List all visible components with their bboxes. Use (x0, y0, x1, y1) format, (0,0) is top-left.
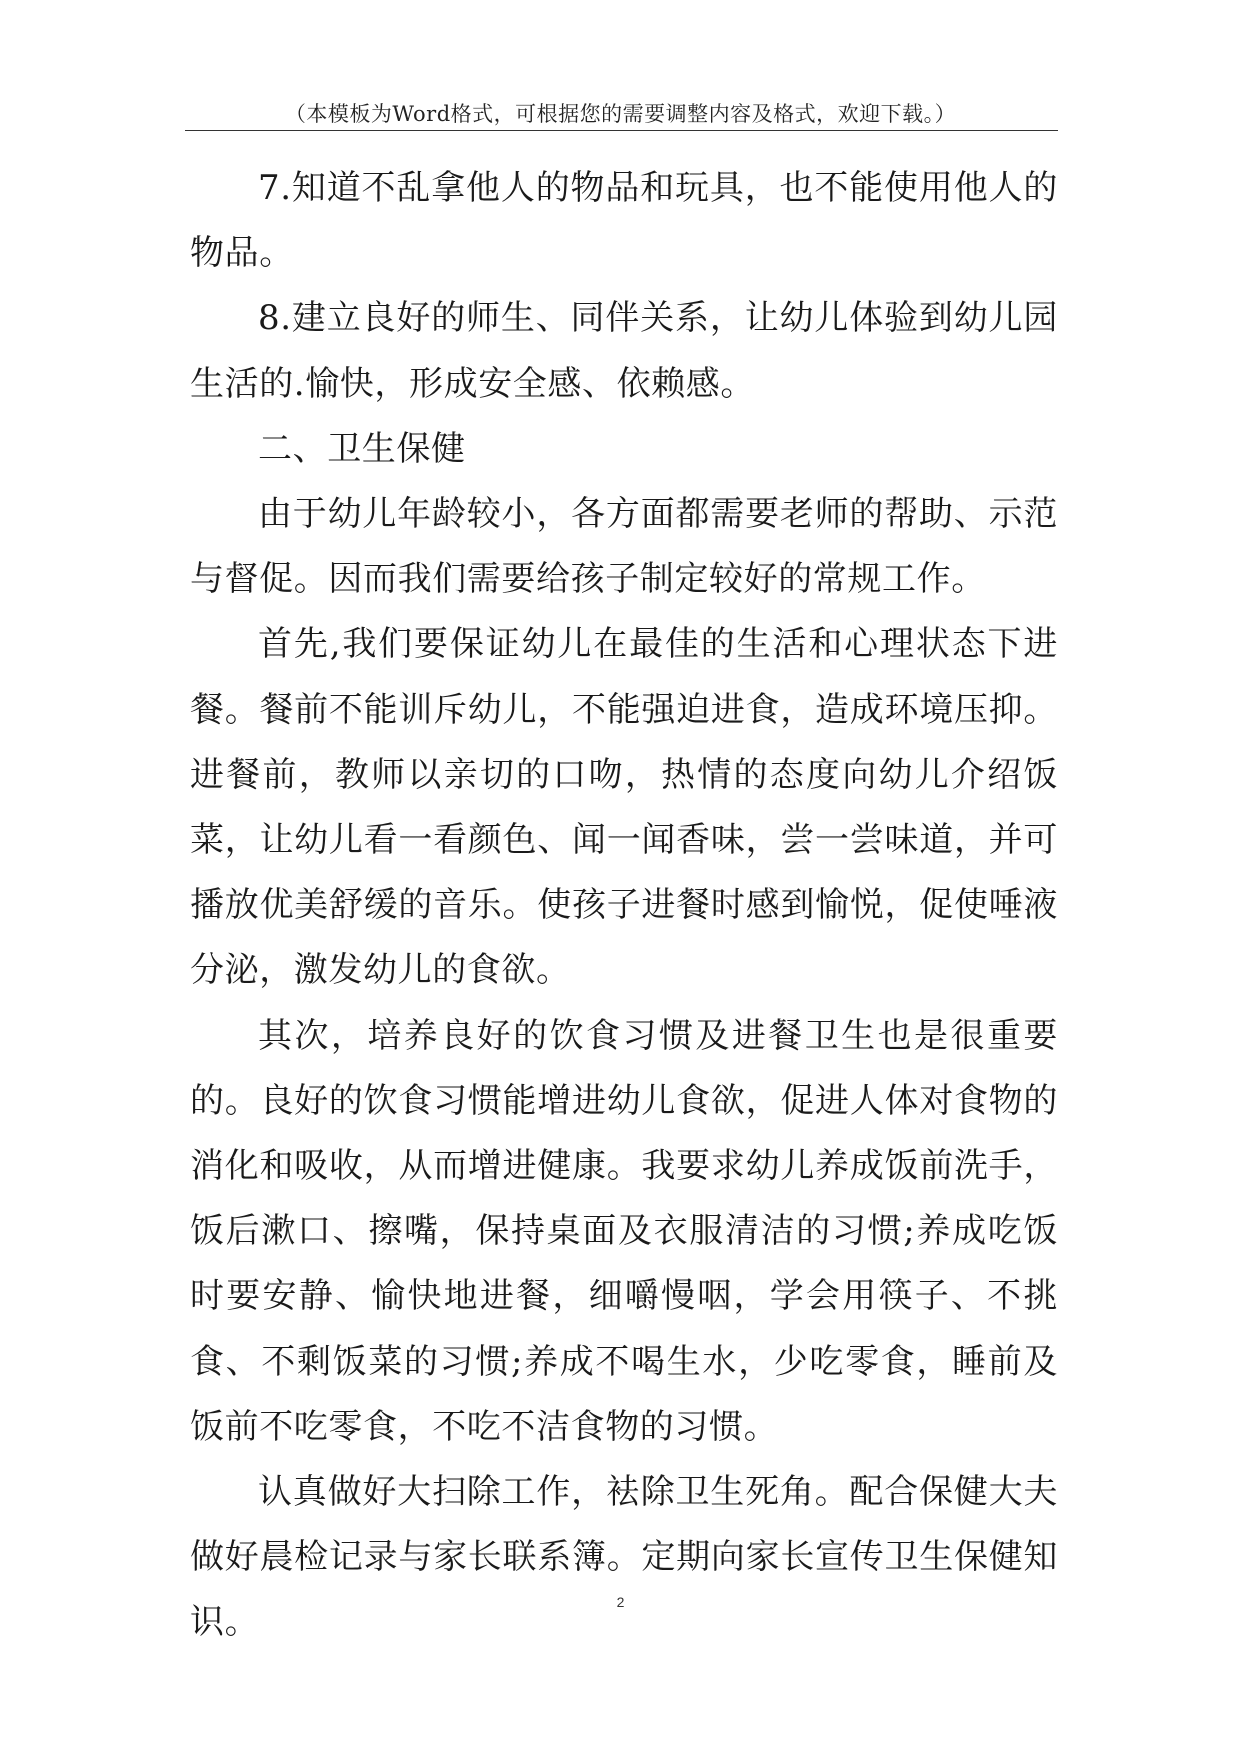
paragraph-item-8: 8.建立良好的师生、同伴关系，让幼儿体验到幼儿园生活的.愉快，形成安全感、依赖感。 (190, 298, 1058, 404)
header-divider (185, 130, 1058, 131)
paragraph-second: 其次，培养良好的饮食习惯及进餐卫生也是很重要的。良好的饮食习惯能增进幼儿食欲，促进人体对食物的消化和吸收，从而增进健康。我要求幼儿养成饭前洗手，饭后漱口、擦嘴，保持桌面及衣服清洁的习惯;养成吃饭时要安静、愉快地进餐，细嚼慢咽，学会用筷子、不挑食、不剩饭菜的习惯;养成不喝生水，少吃零食，睡前及饭前不吃零食，不吃不洁食物的习惯。 (190, 1015, 1058, 1447)
section-heading-hygiene: 二、卫生保健 (258, 428, 466, 469)
page-header: （本模板为Word格式，可根据您的需要调整内容及格式，欢迎下载。） (284, 102, 957, 126)
paragraph-first: 首先,我们要保证幼儿在最佳的生活和心理状态下进餐。餐前不能训斥幼儿，不能强迫进食，造成环境压抑。进餐前，教师以亲切的口吻，热情的态度向幼儿介绍饭菜，让幼儿看一看颜色、闻一闻香味，尝一尝味道，并可播放优美舒缓的音乐。使孩子进餐时感到愉悦，促使唾液分泌，激发幼儿的食欲。 (190, 624, 1058, 991)
paragraph-cleaning: 认真做好大扫除工作，袪除卫生死角。配合保健大夫做好晨检记录与家长联系簿。定期向家长宣传卫生保健知识。 (190, 1472, 1058, 1643)
paragraph-item-7: 7.知道不乱拿他人的物品和玩具，也不能使用他人的物品。 (190, 168, 1058, 274)
document-body (190, 156, 1058, 1656)
page-number: 2 (616, 1594, 625, 1610)
paragraph-intro: 由于幼儿年龄较小，各方面都需要老师的帮助、示范与督促。因而我们需要给孩子制定较好的常规工作。 (190, 494, 1058, 600)
